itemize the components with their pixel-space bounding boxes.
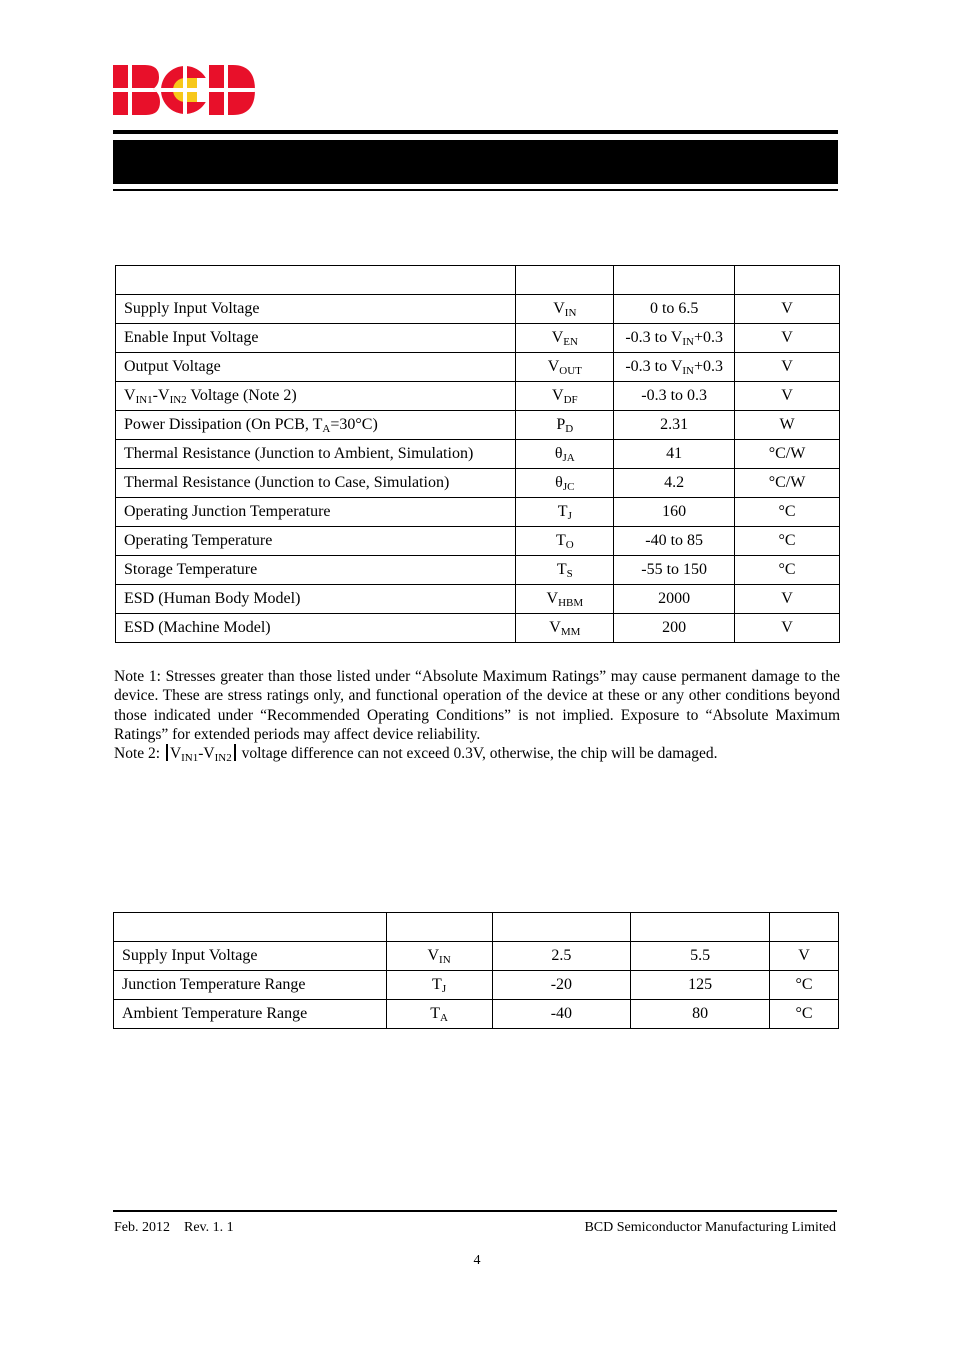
- symbol-cell: $T_S$: [516, 556, 614, 585]
- symbol-cell: $V_{IN}$: [386, 942, 492, 971]
- unit-cell: °C: [735, 556, 840, 585]
- value-cell: 41: [614, 440, 735, 469]
- unit-cell: °C: [770, 1000, 839, 1029]
- note-1: Note 1: Stresses greater than those listed under “Absolute Maximum Ratings” may cause permanent damage to the device. These are stress ratings only, and functional operation of the device at these or any other conditions beyond those indicated under “Recommended Operating Conditions” is not implied. Exposure to “Absolute Maximum Ratings” for extended periods may affect device reliability.: [114, 668, 840, 743]
- symbol-cell: $T_A$: [386, 1000, 492, 1029]
- min-cell: -20: [492, 971, 631, 1000]
- parameter-cell: Supply Input Voltage: [114, 942, 387, 971]
- unit-cell: °C: [735, 498, 840, 527]
- symbol-cell: $V_{HBM}$: [516, 585, 614, 614]
- header-rule-bottom: [113, 189, 838, 191]
- header-rule-top: [113, 130, 838, 134]
- table-row: [114, 942, 839, 971]
- unit-cell: V: [770, 942, 839, 971]
- header-cell: [735, 266, 840, 295]
- unit-cell: V: [735, 614, 840, 643]
- table-row: [116, 440, 840, 469]
- unit-cell: V: [735, 353, 840, 382]
- parameter-cell: Power Dissipation (On PCB, $T_A=30^\circ C$): [116, 411, 516, 440]
- unit-cell: V: [735, 295, 840, 324]
- table-row: [116, 614, 840, 643]
- parameter-cell: Ambient Temperature Range: [114, 1000, 387, 1029]
- unit-cell: V: [735, 382, 840, 411]
- table-header-row: [114, 913, 839, 942]
- parameter-cell: Thermal Resistance (Junction to Case, Simulation): [116, 469, 516, 498]
- table-row: [116, 411, 840, 440]
- recommended-operating-table: [113, 912, 839, 1029]
- unit-cell: °C/W: [735, 469, 840, 498]
- parameter-cell: Storage Temperature: [116, 556, 516, 585]
- footer-company: BCD Semiconductor Manufacturing Limited: [584, 1220, 836, 1235]
- bcd-logo: [113, 65, 255, 115]
- parameter-cell: Junction Temperature Range: [114, 971, 387, 1000]
- parameter-cell: Operating Junction Temperature: [116, 498, 516, 527]
- header-cell: [770, 913, 839, 942]
- table-row: [116, 527, 840, 556]
- notes: [114, 667, 840, 763]
- symbol-cell: $V_{OUT}$: [516, 353, 614, 382]
- absolute-max-ratings-table: [115, 265, 840, 643]
- table-row: [116, 295, 840, 324]
- value-cell: -40 to 85: [614, 527, 735, 556]
- value-cell: 4.2: [614, 469, 735, 498]
- value-cell: -55 to 150: [614, 556, 735, 585]
- symbol-cell: $\theta_{JA}$: [516, 440, 614, 469]
- symbol-cell: $\theta_{JC}$: [516, 469, 614, 498]
- table-row: [116, 556, 840, 585]
- symbol-cell: $P_D$: [516, 411, 614, 440]
- parameter-cell: ESD (Machine Model): [116, 614, 516, 643]
- min-cell: -40: [492, 1000, 631, 1029]
- table-row: [116, 353, 840, 382]
- value-cell: 2.31: [614, 411, 735, 440]
- parameter-cell: Supply Input Voltage: [116, 295, 516, 324]
- symbol-cell: $T_J$: [516, 498, 614, 527]
- page-number: 4: [473, 1253, 481, 1268]
- value-cell: 200: [614, 614, 735, 643]
- value-cell: 160: [614, 498, 735, 527]
- unit-cell: °C: [735, 527, 840, 556]
- header-cell: [386, 913, 492, 942]
- max-cell: 80: [631, 1000, 770, 1029]
- footer-rule: [113, 1210, 837, 1212]
- parameter-cell: $V_{IN1}-V_{IN2}$ Voltage (Note 2): [116, 382, 516, 411]
- value-cell: -0.3 to $V_{IN}+0.3$: [614, 353, 735, 382]
- parameter-cell: Thermal Resistance (Junction to Ambient, Simulation): [116, 440, 516, 469]
- symbol-cell: $T_O$: [516, 527, 614, 556]
- symbol-cell: $V_{EN}$: [516, 324, 614, 353]
- header-cell: [614, 266, 735, 295]
- value-cell: -0.3 to 0.3: [614, 382, 735, 411]
- parameter-cell: ESD (Human Body Model): [116, 585, 516, 614]
- section-title-bar: [113, 140, 838, 184]
- unit-cell: °C/W: [735, 440, 840, 469]
- parameter-cell: Operating Temperature: [116, 527, 516, 556]
- symbol-cell: $V_{MM}$: [516, 614, 614, 643]
- header-cell: [116, 266, 516, 295]
- header-cell: [631, 913, 770, 942]
- table-row: [116, 469, 840, 498]
- min-cell: 2.5: [492, 942, 631, 971]
- table-row: [114, 1000, 839, 1029]
- max-cell: 125: [631, 971, 770, 1000]
- value-cell: -0.3 to $V_{IN}+0.3$: [614, 324, 735, 353]
- header-cell: [516, 266, 614, 295]
- unit-cell: V: [735, 585, 840, 614]
- table-row: [114, 971, 839, 1000]
- header-cell: [114, 913, 387, 942]
- table-header-row: [116, 266, 840, 295]
- parameter-cell: Enable Input Voltage: [116, 324, 516, 353]
- unit-cell: W: [735, 411, 840, 440]
- parameter-cell: Output Voltage: [116, 353, 516, 382]
- value-cell: 2000: [614, 585, 735, 614]
- table-row: [116, 498, 840, 527]
- header-cell: [492, 913, 631, 942]
- symbol-cell: $T_J$: [386, 971, 492, 1000]
- max-cell: 5.5: [631, 942, 770, 971]
- unit-cell: V: [735, 324, 840, 353]
- symbol-cell: $V_{DF}$: [516, 382, 614, 411]
- symbol-cell: $V_{IN}$: [516, 295, 614, 324]
- footer-date-rev: Feb. 2012 Rev. 1. 1: [114, 1220, 234, 1235]
- table-row: [116, 585, 840, 614]
- table-row: [116, 324, 840, 353]
- value-cell: 0 to 6.5: [614, 295, 735, 324]
- note-2: Note 2: $V_{IN1}-V_{IN2}$ voltage difference can not exceed 0.3V, otherwise, the chip will be damaged.: [114, 745, 718, 765]
- table-row: [116, 382, 840, 411]
- unit-cell: °C: [770, 971, 839, 1000]
